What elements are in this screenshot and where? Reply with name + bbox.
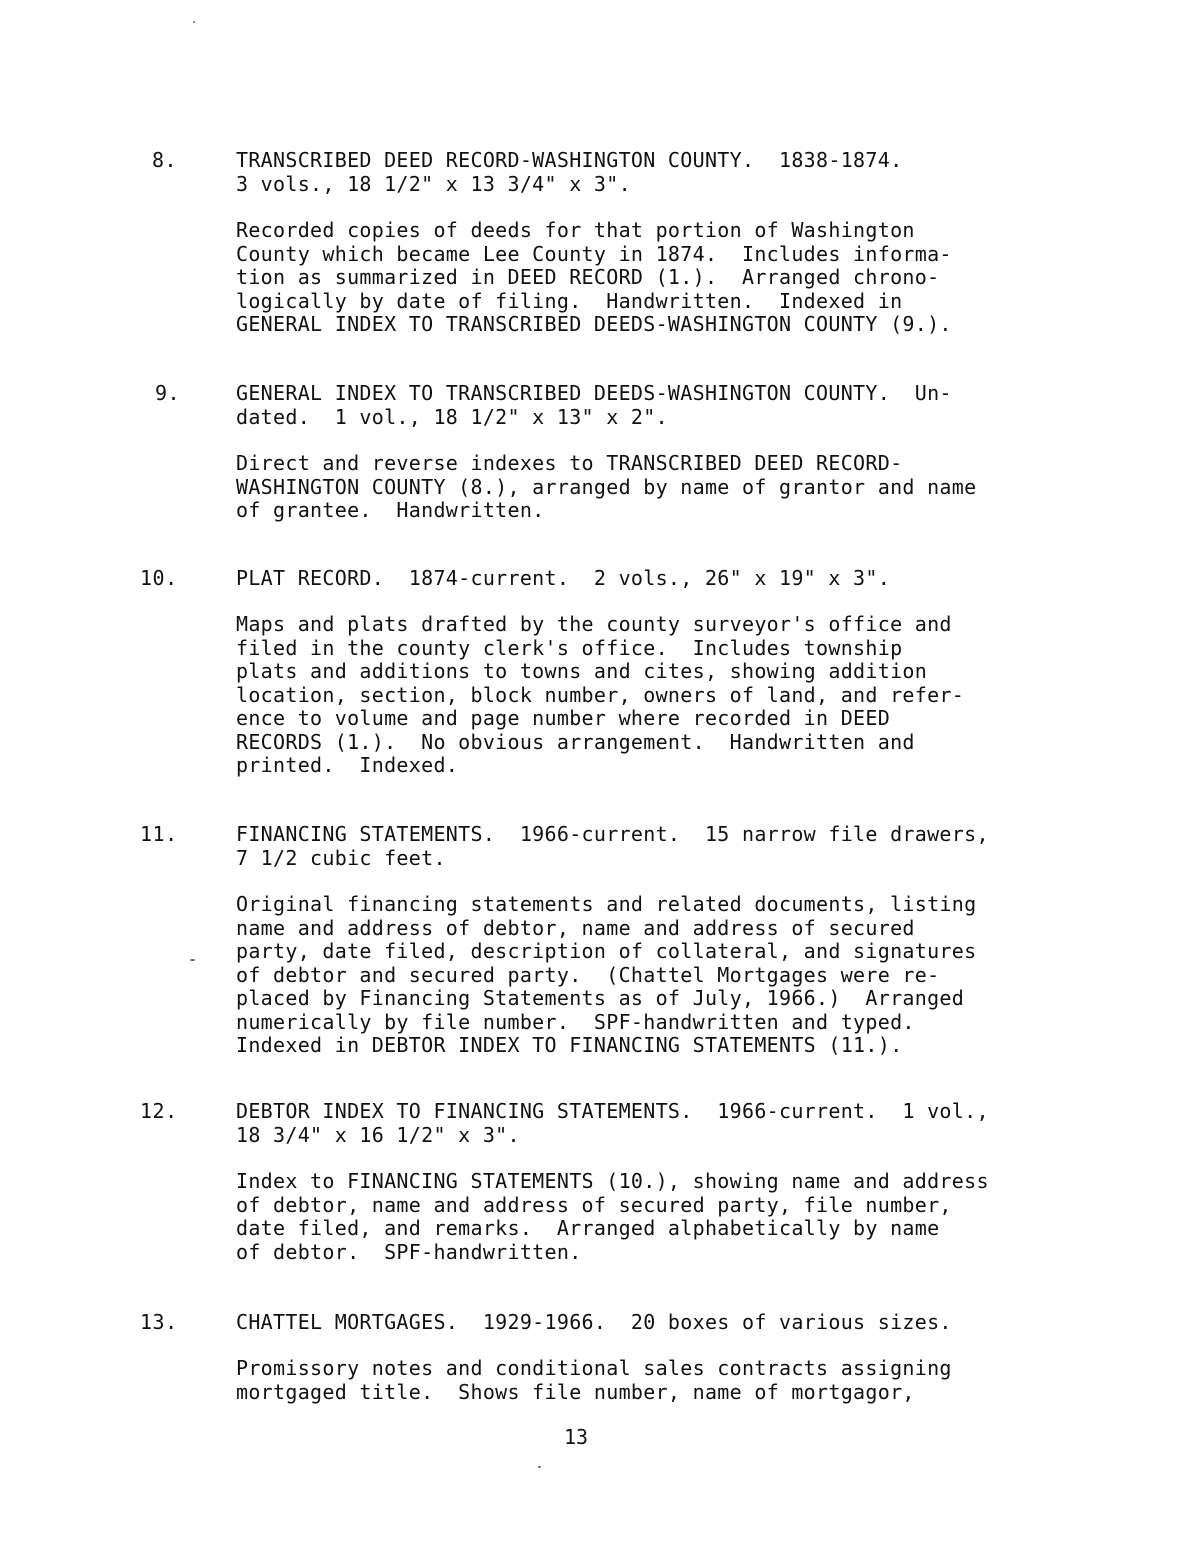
entry-heading: DEBTOR INDEX TO FINANCING STATEMENTS. 1966-current. 1 vol., 18 3/4" x 16 1/2" x 3". xyxy=(236,1099,989,1147)
entry-heading: TRANSCRIBED DEED RECORD-WASHINGTON COUNTY. 1838-1874. 3 vols., 18 1/2" x 13 3/4" x 3". xyxy=(236,148,903,196)
entry-number: 13. xyxy=(140,1310,178,1334)
entry-heading: CHATTEL MORTGAGES. 1929-1966. 20 boxes of various sizes. xyxy=(236,1310,952,1334)
page-number: 13 xyxy=(563,1425,589,1449)
entry-number: 8. xyxy=(152,148,178,172)
entry-description: Index to FINANCING STATEMENTS (10.), showing name and address of debtor, name and address of secured party, file number, date filed, and remarks. Arranged alphabetically by name of debtor. SPF-handwritten. xyxy=(236,1169,989,1264)
entry-heading: FINANCING STATEMENTS. 1966-current. 15 narrow file drawers, 7 1/2 cubic feet. xyxy=(236,822,989,870)
scan-speck xyxy=(538,1466,541,1468)
entry-heading: GENERAL INDEX TO TRANSCRIBED DEEDS-WASHINGTON COUNTY. Un- dated. 1 vol., 18 1/2" x 13" x 2". xyxy=(236,381,952,429)
entry-description: Direct and reverse indexes to TRANSCRIBED DEED RECORD- WASHINGTON COUNTY (8.), arranged by name of grantor and name of grantee. Handwritten. xyxy=(236,451,977,522)
entry-number: 12. xyxy=(140,1099,178,1123)
entry-description: Original financing statements and related documents, listing name and address of debtor, name and address of secured party, date filed, description of collateral, and signatures of debtor and secured party. (Chattel Mortgages were re- placed by Financing Statements as of July, 1966.) Arranged numerically by file number. SPF-handwritten and typed. Indexed in DEBTOR INDEX TO FINANCING STATEMENTS (11.). xyxy=(236,892,977,1057)
entry-description: Recorded copies of deeds for that portion of Washington County which became Lee County in 1874. Includes informa- tion as summarized in DEED RECORD (1.). Arranged chrono- logically by date of filing. Handwritten. Indexed in GENERAL INDEX TO TRANSCRIBED DEEDS-WASHINGTON COUNTY (9.). xyxy=(236,218,952,336)
entry-number: 11. xyxy=(140,822,178,846)
entry-number: 10. xyxy=(140,566,178,590)
entry-description: Maps and plats drafted by the county surveyor's office and filed in the county clerk's office. Includes township plats and additions to towns and cites, showing addition location, section, block number, owners of land, and refer- ence to volume and page number where recorded in DEED RECORDS (1.). No obvious arrangement. Handwritten and printed. Indexed. xyxy=(236,612,965,777)
entry-number: 9. xyxy=(155,381,181,405)
scan-speck xyxy=(190,959,195,961)
entry-description: Promissory notes and conditional sales contracts assigning mortgaged title. Shows file number, name of mortgagor, xyxy=(236,1356,952,1404)
scan-speck xyxy=(193,21,195,23)
entry-heading: PLAT RECORD. 1874-current. 2 vols., 26" x 19" x 3". xyxy=(236,566,891,590)
